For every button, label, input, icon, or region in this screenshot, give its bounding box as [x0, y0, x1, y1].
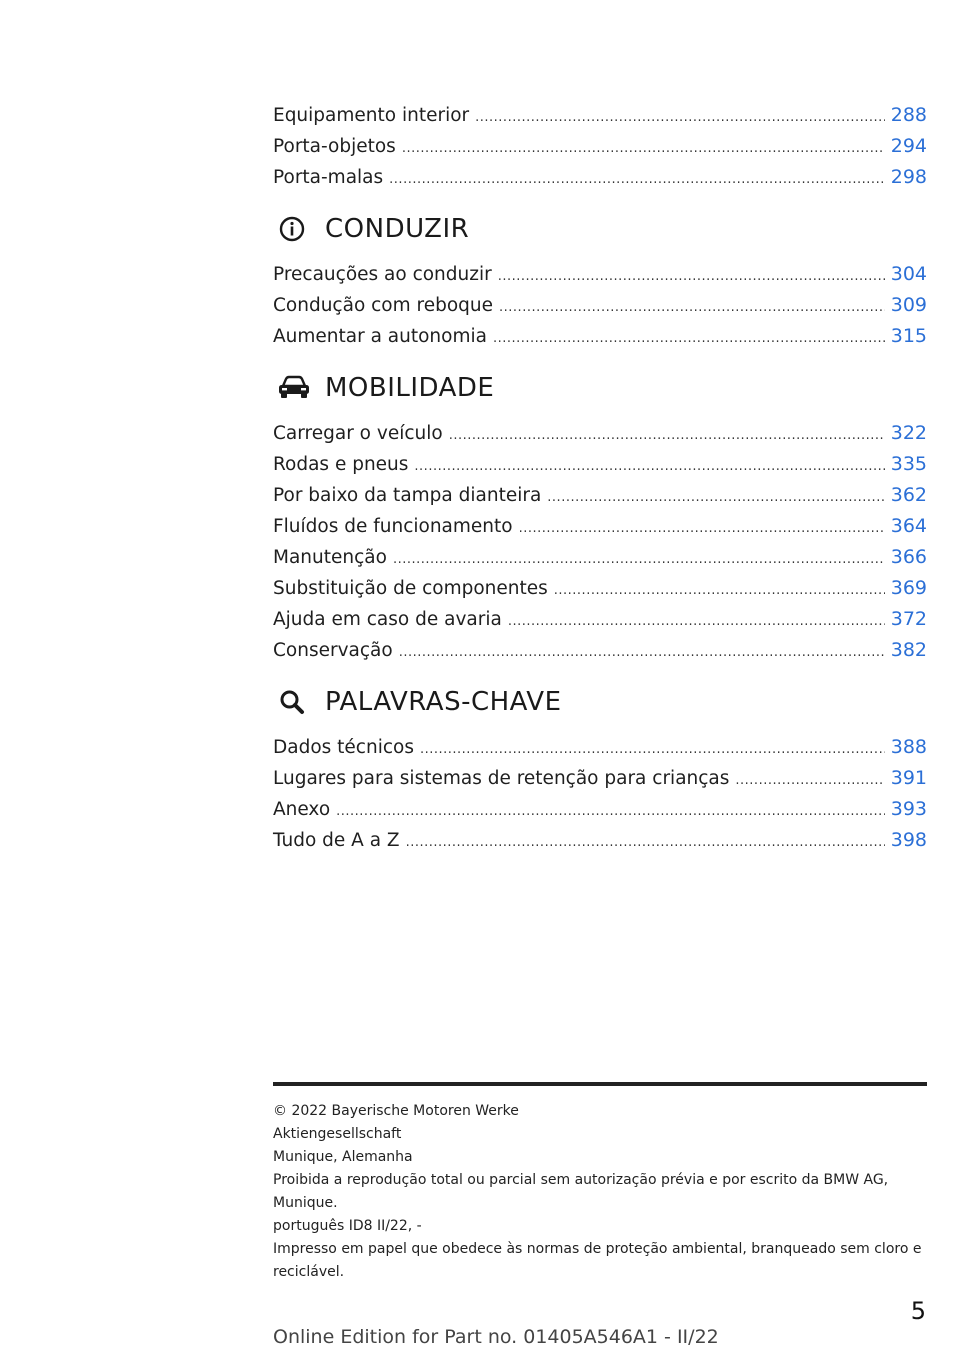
- leader-dots: [499, 292, 885, 323]
- toc-entry-a-z[interactable]: [273, 825, 927, 856]
- toc-entry-title: Carregar o veículo: [273, 423, 443, 444]
- leader-dots: [498, 261, 885, 292]
- toc-page-link[interactable]: 304: [890, 263, 927, 285]
- toc-page-link[interactable]: 382: [890, 639, 927, 661]
- leader-dots: [735, 765, 884, 796]
- section-header: [273, 368, 927, 408]
- toc-entry-substituicao[interactable]: [273, 573, 927, 604]
- intro-entries: [273, 100, 927, 193]
- toc-page-link[interactable]: 315: [890, 325, 927, 347]
- toc-page-link[interactable]: 369: [890, 577, 927, 599]
- toc-page-link[interactable]: 366: [890, 546, 927, 568]
- toc-entry-anexo[interactable]: [273, 794, 927, 825]
- toc-entry-avaria[interactable]: [273, 604, 927, 635]
- toc-entry-title: Lugares para sistemas de retenção para crianças: [273, 768, 730, 789]
- toc-entry-conservacao[interactable]: [273, 635, 927, 666]
- section-heading: PALAVRAS-CHAVE: [325, 687, 562, 717]
- toc-entry-title: Conservação: [273, 640, 393, 661]
- imprint-block: [273, 1100, 927, 1284]
- toc-entry-title: Fluídos de funcionamento: [273, 516, 513, 537]
- toc-page-link[interactable]: 288: [890, 104, 927, 126]
- toc-page-link[interactable]: 388: [890, 736, 927, 758]
- toc-entry-reboque[interactable]: [273, 290, 927, 321]
- toc-page-link[interactable]: 362: [890, 484, 927, 506]
- toc-entry-manutencao[interactable]: [273, 542, 927, 573]
- toc-entry-title: Tudo de A a Z: [273, 830, 400, 851]
- toc-entry-title: Manutenção: [273, 547, 387, 568]
- toc-entry-dados-tecnicos[interactable]: [273, 732, 927, 763]
- toc-page-link[interactable]: 391: [890, 767, 927, 789]
- section-header: [273, 682, 927, 722]
- section-heading: MOBILIDADE: [325, 373, 495, 403]
- footer-divider: [273, 1082, 927, 1086]
- imprint-reproduction-notice: Proibida a reprodução total ou parcial sem autorização prévia e por escrito da BMW AG, Munique.: [273, 1172, 889, 1211]
- toc-entry-title: Aumentar a autonomia: [273, 326, 487, 347]
- leader-dots: [547, 482, 884, 513]
- toc-page-link[interactable]: 309: [890, 294, 927, 316]
- section-header: [273, 209, 927, 249]
- toc-page-link[interactable]: 298: [890, 166, 927, 188]
- leader-dots: [420, 734, 885, 765]
- leader-dots: [393, 544, 885, 575]
- toc-entry-autonomia[interactable]: [273, 321, 927, 352]
- leader-dots: [449, 420, 885, 451]
- toc-entry-equipamento-interior[interactable]: [273, 100, 927, 131]
- toc-entry-title: Precauções ao conduzir: [273, 264, 492, 285]
- toc-entry-fluidos[interactable]: [273, 511, 927, 542]
- toc-entry-title: Porta-objetos: [273, 136, 396, 157]
- toc-entry-rodas[interactable]: [273, 449, 927, 480]
- leader-dots: [389, 164, 885, 195]
- imprint-location: Munique, Alemanha: [273, 1149, 413, 1165]
- page-number: 5: [910, 1297, 926, 1325]
- info-icon: [273, 214, 325, 244]
- leader-dots: [519, 513, 885, 544]
- toc-entry-carregar[interactable]: [273, 418, 927, 449]
- leader-dots: [475, 102, 885, 133]
- leader-dots: [336, 796, 885, 827]
- toc-page-link[interactable]: 364: [890, 515, 927, 537]
- toc-page-link[interactable]: 398: [890, 829, 927, 851]
- toc-page-link[interactable]: 393: [890, 798, 927, 820]
- leader-dots: [554, 575, 885, 606]
- car-icon: [273, 375, 325, 401]
- section-heading: CONDUZIR: [325, 214, 470, 244]
- toc-page-link[interactable]: 322: [890, 422, 927, 444]
- leader-dots: [493, 323, 885, 354]
- imprint-company: Aktiengesellschaft: [273, 1126, 402, 1142]
- toc-entry-title: Anexo: [273, 799, 331, 820]
- imprint-paper-notice: Impresso em papel que obedece às normas de proteção ambiental, branqueado sem cloro e reciclável.: [273, 1241, 922, 1280]
- toc-entry-title: Condução com reboque: [273, 295, 494, 316]
- toc-page-link[interactable]: 335: [890, 453, 927, 475]
- toc-entry-title: Substituição de componentes: [273, 578, 548, 599]
- toc-page-link[interactable]: 294: [890, 135, 927, 157]
- toc-entry-title: Porta-malas: [273, 167, 384, 188]
- toc-entry-tampa-dianteira[interactable]: [273, 480, 927, 511]
- leader-dots: [402, 133, 885, 164]
- toc-entry-title: Por baixo da tampa dianteira: [273, 485, 542, 506]
- toc-page-link[interactable]: 372: [890, 608, 927, 630]
- search-icon: [273, 687, 325, 717]
- edition-footer: Online Edition for Part no. 01405A546A1 - II/22: [273, 1326, 719, 1348]
- leader-dots: [508, 606, 885, 637]
- section-mobilidade: [273, 368, 927, 666]
- toc-entry-title: Equipamento interior: [273, 105, 470, 126]
- leader-dots: [414, 451, 884, 482]
- section-palavras-chave: [273, 682, 927, 856]
- toc-entry-title: Ajuda em caso de avaria: [273, 609, 502, 630]
- leader-dots: [406, 827, 885, 858]
- imprint-copyright: © 2022 Bayerische Motoren Werke: [273, 1103, 519, 1119]
- toc-entry-porta-malas[interactable]: [273, 162, 927, 193]
- section-conduzir: [273, 209, 927, 352]
- leader-dots: [399, 637, 885, 668]
- toc-entry-porta-objetos[interactable]: [273, 131, 927, 162]
- toc-entry-title: Dados técnicos: [273, 737, 414, 758]
- toc-entry-title: Rodas e pneus: [273, 454, 409, 475]
- imprint-language-id: português ID8 II/22, -: [273, 1218, 422, 1234]
- toc-entry-retencao-criancas[interactable]: [273, 763, 927, 794]
- toc-entry-precaucoes[interactable]: [273, 259, 927, 290]
- table-of-contents: [273, 100, 927, 856]
